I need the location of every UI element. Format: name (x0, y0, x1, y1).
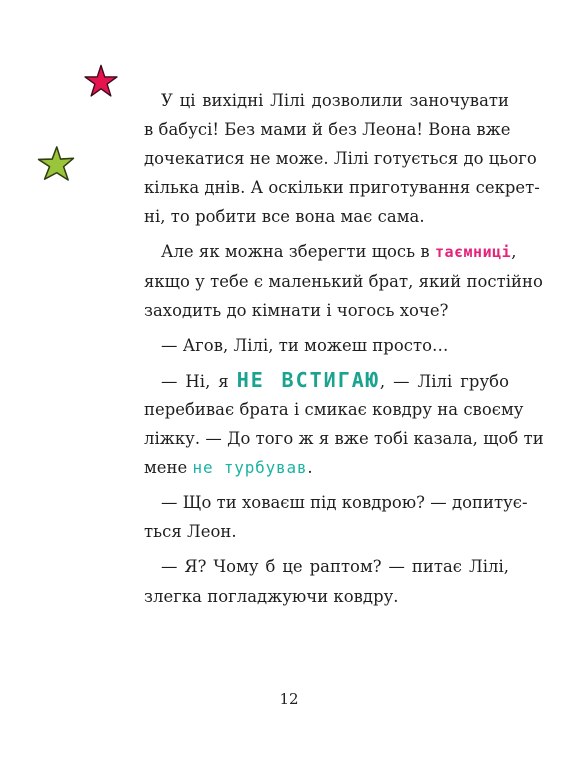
text-fragment: — Ні, я (161, 371, 237, 391)
page-number: 12 (279, 690, 299, 708)
pink-star-icon (84, 64, 118, 98)
highlight-word-dont-bother: не турбував (192, 458, 308, 478)
text-fragment: , — Лілі грубо (379, 371, 509, 391)
paragraph-2 (144, 237, 543, 324)
text-line: — Я? Чому б це раптом? — питає Лілі, (161, 557, 509, 577)
text-line: злегка погладжуючи ковдру. (144, 586, 399, 606)
text-fragment: мене (144, 458, 193, 478)
text-line (144, 366, 509, 395)
text-fragment: , (511, 242, 517, 262)
paragraph-3 (144, 331, 509, 360)
text-line (144, 453, 509, 482)
paragraph-5 (144, 488, 528, 546)
paragraph-1 (144, 86, 540, 231)
green-star-icon (37, 145, 75, 183)
highlight-word-secret: таємниці (434, 243, 512, 262)
text-line: кілька днів. А оскільки приготування секрет- (144, 178, 540, 198)
story-text (144, 86, 544, 611)
text-line: якщо у тебе є маленький брат, який постійно (144, 271, 543, 291)
text-line: в бабусі! Без мами й без Леона! Вона вже (144, 120, 511, 140)
text-line: ні, то робити все вона має сама. (144, 207, 425, 227)
text-line: — Агов, Лілі, ти можеш просто… (161, 335, 449, 355)
text-fragment: . (307, 458, 313, 478)
text-line: У ці вихідні Лілі дозволили заночувати (161, 91, 509, 110)
text-line: дочекатися не може. Лілі готується до цього (144, 149, 537, 169)
highlight-word-no-time: НЕ ВСТИГАЮ (236, 367, 380, 392)
paragraph-6 (144, 552, 509, 610)
text-line: заходить до кімнати і чогось хоче? (144, 300, 449, 320)
text-line: — Що ти ховаєш під ковдрою? — допитує- (161, 493, 528, 513)
text-line: ліжку. — До того ж я вже тобі казала, щоб ти (144, 429, 544, 449)
text-line: перебиває брата і смикає ковдру на своєму (144, 399, 524, 419)
paragraph-4 (144, 366, 544, 482)
text-line (144, 237, 517, 266)
text-line: ться Леон. (144, 522, 237, 542)
text-fragment: Але як можна зберегти щось в (161, 242, 435, 262)
